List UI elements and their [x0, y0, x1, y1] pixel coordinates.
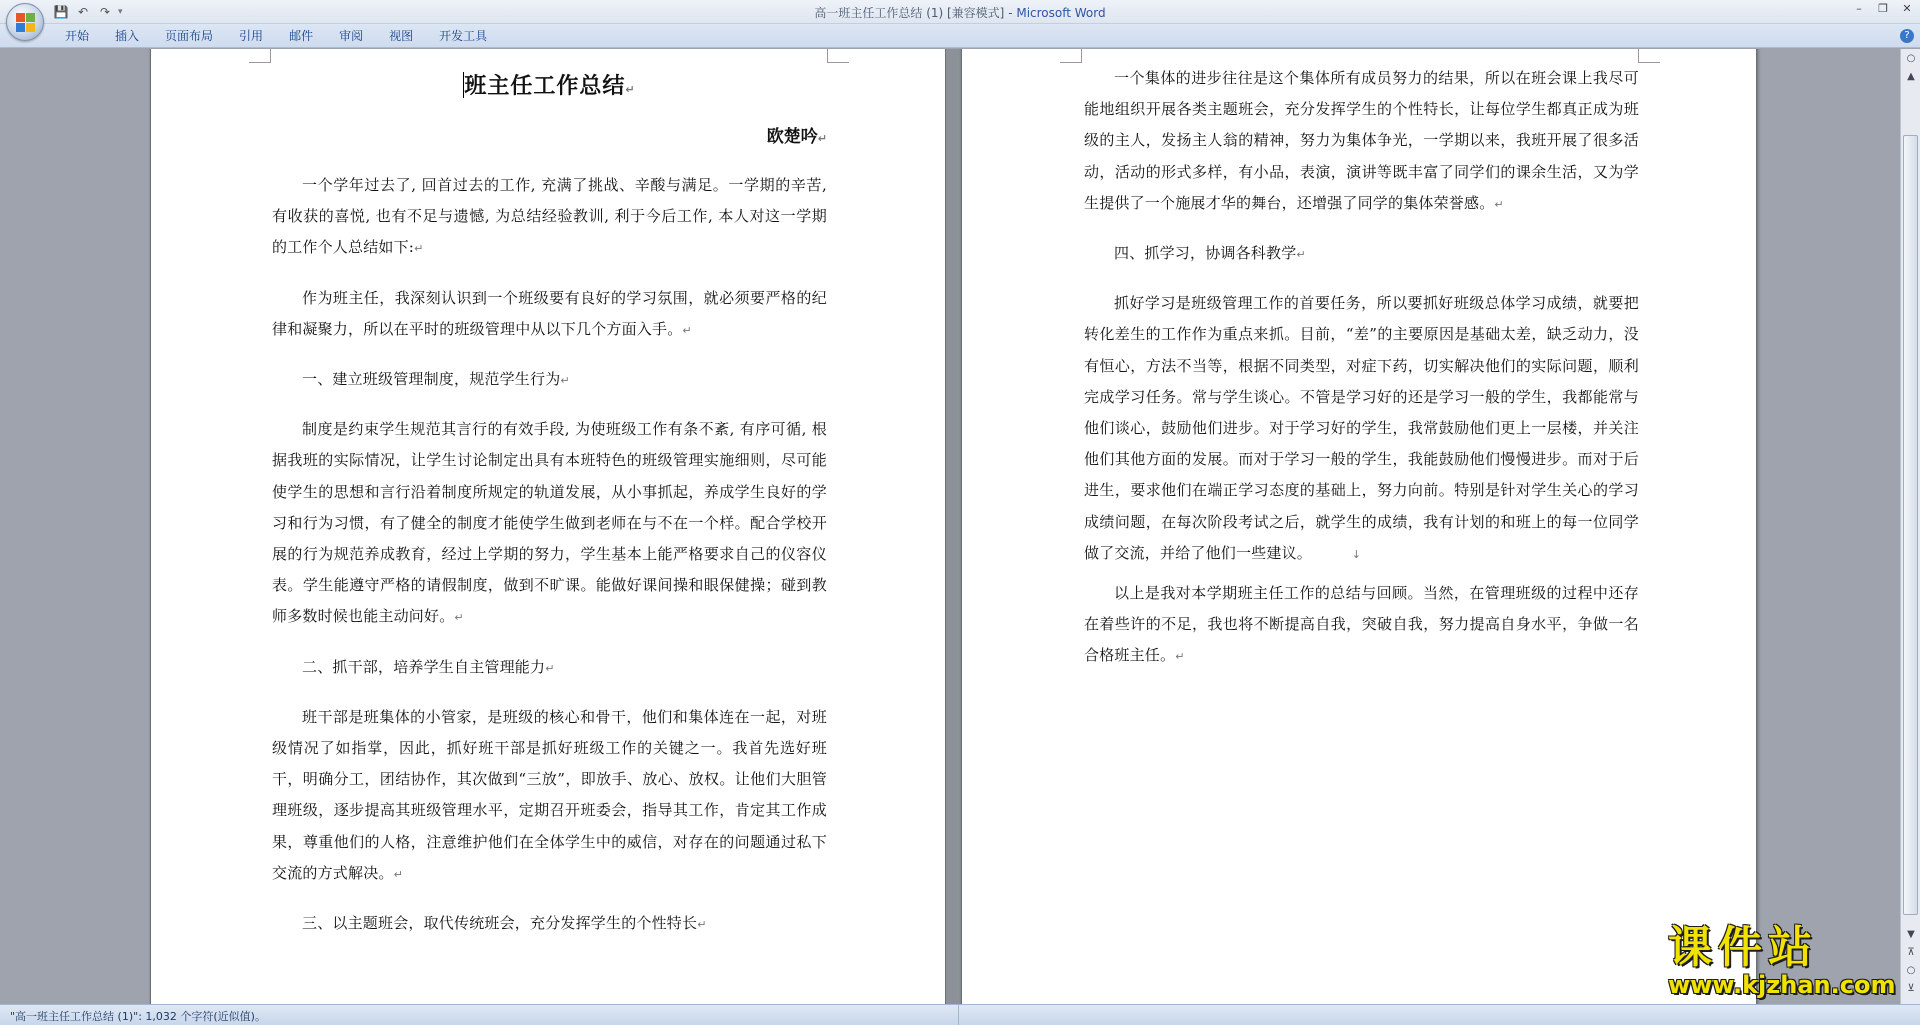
paragraph[interactable]: 班干部是班集体的小管家，是班级的核心和骨干，他们和集体连在一起，对班级情况了如指掌，因此，抓好班干部是抓好班级工作的关键之一。我首先选好班干，明确分工，团结协作，其次做到“三放”，即放手、放心、放权。让他们大胆管理班级，逐步提高其班级管理水平，定期召开班委会，指导其工作，肯定其工作成果，尊重他们的人格，注意维护他们在全体学生中的威信，对存在的问题通过私下交流的方式解决。↵ — [272, 707, 827, 882]
crop-mark — [827, 49, 849, 63]
app-name: Microsoft Word — [1016, 6, 1106, 20]
tab-page-layout[interactable]: 页面布局 — [165, 29, 214, 43]
document-title[interactable]: 班主任工作总结↵ — [464, 73, 636, 99]
tab-references[interactable]: 引用 — [239, 29, 264, 43]
page-right-content — [1084, 63, 1639, 673]
office-button[interactable] — [6, 3, 44, 41]
scrollbar-thumb[interactable] — [1903, 135, 1918, 915]
next-page-icon[interactable]: ⊻ — [1907, 983, 1915, 994]
watermark-url: www.kjzhan.com — [1668, 971, 1896, 999]
vertical-scrollbar[interactable] — [1900, 49, 1920, 1004]
document-author[interactable]: 欧楚吟↵ — [766, 127, 827, 147]
status-word-count[interactable]: "高一班主任工作总结 (1)": 1,032 个字符(近似值)。 — [10, 1010, 266, 1023]
scroll-up-icon[interactable]: ▲ — [1907, 71, 1915, 82]
close-button[interactable]: ✕ — [1902, 2, 1912, 15]
watermark-logo — [1668, 924, 1903, 999]
ribbon-tab-bar — [0, 24, 1920, 48]
window-title — [0, 4, 1920, 21]
paragraph[interactable]: 一个集体的进步往往是这个集体所有成员努力的结果，所以在班会课上我尽可能地组织开展各类主题班会，充分发挥学生的个性特长，让每位学生都真正成为班级的主人，发扬主人翁的精神，努力为集体争光，一学期以来，我班开展了很多活动，活动的形式多样，有小品，表演，演讲等既丰富了同学们的课余生活，又为学生提供了一个施展才华的舞台，还增强了同学的集体荣誉感。↵ — [1084, 69, 1639, 212]
window-controls — [1852, 2, 1914, 15]
watermark-text: 课件站 — [1668, 922, 1818, 973]
tab-mailings[interactable]: 邮件 — [289, 29, 314, 43]
crop-mark — [249, 49, 271, 63]
page-right[interactable] — [961, 49, 1757, 1004]
ruler-toggle-icon[interactable]: ○ — [1906, 53, 1916, 64]
paragraph[interactable]: 以上是我对本学期班主任工作的总结与回顾。当然，在管理班级的过程中还存在着些许的不足，我也将不断提高自我，突破自我，努力提高自身水平，争做一名合格班主任。↵ — [1084, 584, 1639, 665]
status-bar — [0, 1004, 1920, 1025]
title-bar — [0, 0, 1920, 24]
paragraph[interactable]: 抓好学习是班级管理工作的首要任务，所以要抓好班级总体学习成绩，就要把转化差生的工作作为重点来抓。目前，“差”的主要原因是基础太差，缺乏动力，没有恒心，方法不当等，根据不同类型，对症下药，切实解决他们的实际问题，顺利完成学习任务。常与学生谈心。不管是学习好的还是学习一般的学生，我都能常与他们谈心，鼓励他们进步。对于学习好的学生，我常鼓励他们更上一层楼，并关注他们其他方面的发展。而对于学习一般的学生，我能鼓励他们慢慢进步。而对于后进生，要求他们在端正学习态度的基础上，努力向前。特别是针对学生关心的学习成绩问题，在每次阶段考试之后，就学生的成绩，我有计划的和班上的每一位同学做了交流，并给了他们一些建议。 ↓ — [1084, 294, 1639, 562]
paragraph[interactable]: 制度是约束学生规范其言行的有效手段, 为使班级工作有条不紊, 有序可循, 根据我班的实际情况，让学生讨论制定出具有本班特色的班级管理实施细则，尽可能使学生的思想和言行沿着制度所规定的轨道发展，从小事抓起，养成学生良好的学习和行为习惯，有了健全的制度才能使学生做到老师在与不在一个样。配合学校开展的行为规范养成教育，经过上学期的努力，学生基本上能严格要求自己的仪容仪表。学生能遵守严格的请假制度，做到不旷课。能做好课间操和眼保健操；碰到教师多数时候也能主动问好。↵ — [272, 420, 827, 626]
section-heading[interactable]: 三、以主题班会，取代传统班会，充分发挥学生的个性特长↵ — [302, 914, 707, 933]
crop-mark — [1060, 49, 1082, 63]
help-icon[interactable]: ? — [1900, 29, 1914, 43]
tab-home[interactable]: 开始 — [65, 29, 90, 43]
tab-insert[interactable]: 插入 — [115, 29, 140, 43]
page-left[interactable] — [150, 49, 946, 1004]
tab-review[interactable]: 审阅 — [339, 29, 364, 43]
status-separator — [958, 1005, 959, 1025]
document-name: 高一班主任工作总结 (1) [兼容模式] — [814, 6, 1005, 20]
customize-qat-icon[interactable]: ▾ — [118, 7, 123, 17]
document-area[interactable] — [0, 49, 1900, 1004]
select-browse-object-icon[interactable]: ○ — [1906, 965, 1916, 976]
page-divider — [946, 49, 961, 1004]
section-heading[interactable]: 一、建立班级管理制度，规范学生行为↵ — [302, 370, 570, 389]
restore-button[interactable]: ❐ — [1878, 2, 1888, 15]
crop-mark — [1638, 49, 1660, 63]
title-separator: - — [1004, 6, 1017, 20]
redo-icon[interactable]: ↷ — [99, 5, 111, 19]
tab-developer[interactable]: 开发工具 — [439, 29, 488, 43]
page-left-content — [272, 65, 827, 940]
paragraph[interactable]: 一个学年过去了, 回首过去的工作, 充满了挑战、辛酸与满足。一学期的辛苦, 有收获的喜悦, 也有不足与遗憾, 为总结经验教训, 利于今后工作, 本人对这一学期的工作个人总结如下:↵ — [272, 176, 827, 257]
tab-view[interactable]: 视图 — [389, 29, 414, 43]
office-logo-icon — [16, 13, 36, 33]
paragraph[interactable]: 作为班主任，我深刻认识到一个班级要有良好的学习氛围，就必须要严格的纪律和凝聚力，所以在平时的班级管理中从以下几个方面入手。↵ — [272, 288, 827, 338]
save-icon[interactable]: 💾 — [53, 5, 69, 19]
section-heading[interactable]: 四、抓学习，协调各科教学↵ — [1114, 244, 1306, 263]
minimize-button[interactable]: – — [1856, 2, 1862, 15]
previous-page-icon[interactable]: ⊼ — [1907, 947, 1915, 958]
section-heading[interactable]: 二、抓干部，培养学生自主管理能力↵ — [302, 657, 555, 676]
scroll-down-icon[interactable]: ▼ — [1907, 929, 1915, 940]
undo-icon[interactable]: ↶ — [77, 5, 89, 19]
